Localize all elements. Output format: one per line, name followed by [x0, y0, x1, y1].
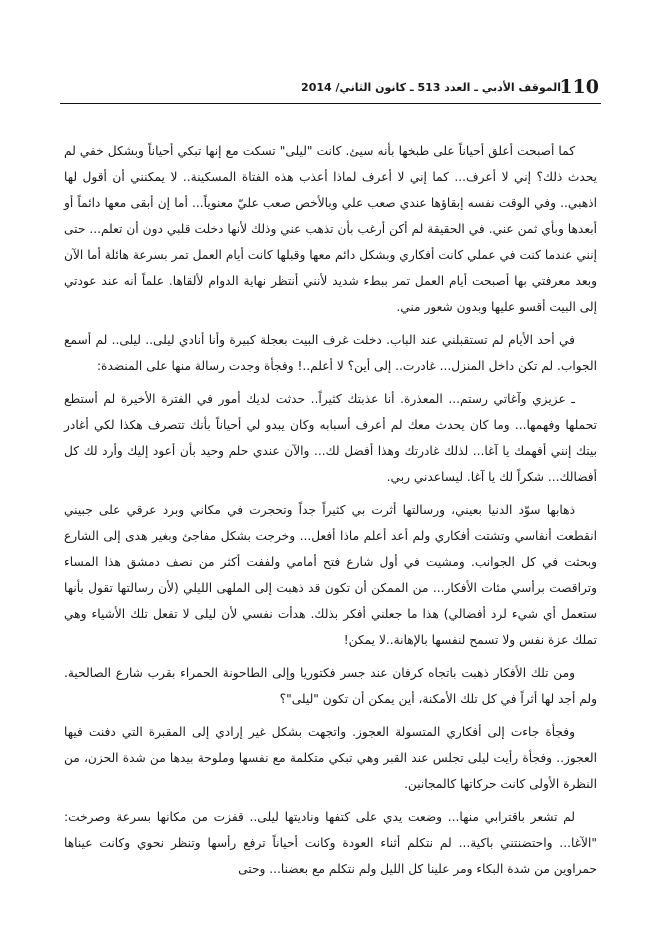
- paragraph: ومن تلك الأفكار ذهبت باتجاه كرفان عند جسر فكتوريا وإلى الطاحونة الحمراء بقرب شارع الصالحية. ولم أجد لها أثراً في كل تلك الأمكنة، أين يمكن أن تكون "ليلى"؟: [64, 666, 597, 706]
- article-body: [64, 138, 597, 889]
- paragraph: ذهابها سوّد الدنيا بعيني، ورسالتها أثرت بي كثيراً جداً وتحجرت في مكاني وبرد عرقي على جبيني انقطعت أنفاسي وتشتت أفكاري ولم أعد أعلم ماذا أفعل... وخرجت بشكل مفاجئ وبغير هدى إلى الشارع وبحثت في كل الجوانب. ومشيت في أول شارع فتح أمامي ولففت أكثر من نصف دمشق هذا المساء وتراقصت برأسي مئات الأفكار... من الممكن أن تكون قد ذهبت إلى الملهى الليلي (لأن رسالتها تقول بأنها ستعمل أي شيء لرد أفضالي) هذا ما جعلني أفكر بذلك. هدأت نفسي لأن ليلى لا تفعل تلك الأشياء وهي تملك عزة نفس ولا تسمح لنفسها بالإهانة..لا يمكن!: [64, 503, 597, 647]
- page-header: [60, 76, 601, 102]
- paragraph: ـ عزيزي وآغاتي رستم... المعذرة. أنا عذبتك كثيراً.. حدثت لديك أمور في الفترة الأخيرة لم أستطع تحملها وفهمها... وما كان يحدث معك لم أعرف أسبابه وكان يبدو لي أحياناً بأنك تتصرف هكذا لكي أغادر بيتك إنني أفهمك يا آغا... لذلك غادرتك وهذا أفضل لك... والآن عندي حلم وحيد بأن أعود إليك وأرد لك كل أفضالك... شكراً لك يا آغا. ليساعدني ربي.: [64, 392, 597, 484]
- running-head: الموقف الأدبي ـ العدد 513 ـ كانون الثاني/ 2014: [301, 81, 561, 94]
- paragraph: في أحد الأيام لم تستقبلني عند الباب. دخلت غرف البيت بعجلة كبيرة وأنا أنادي ليلى.. ليلى.. لم أسمع الجواب. لم تكن داخل المنزل... غادرت.. إلى أين؟ لا أعلم..! وفجأة وجدت رسالة منها على المنضدة:: [64, 333, 597, 373]
- paragraph: كما أصبحت أعلق أحياناً على طبخها بأنه سيئ. كانت "ليلى" تسكت مع إنها تبكي أحياناً وبشكل خفي لم يحدث ذلك؟ إني لا أعرف... كما إني لا أعرف لماذا أعذب هذه الفتاة المسكينة.. لا يمكنني أن أقول لها اذهبي.. وفي الوقت نفسه إبقاؤها عندي صعب علي وبالأخص صعب عليّ معنوياً... أما إن أبقى معها دائماً أو أبعدها وبأي ثمن عني. في الحقيقة لم أكن أرغب بأن تذهب عني وذلك لأنها دخلت قلبي دون أن تعلم... حتى إنني عندما كنت في عملي كانت أفكاري وبشكل دائم معها وقبلها كانت أيام العمل تمر بسرعة هائلة أما الآن وبعد معرفتي بها أصبحت أيام العمل تمر ببطء شديد لأنني أنتظر نهاية الدوام لألقاها. علماً أنه عند عودتي إلى البيت أقسو عليها وبدون شعور مني.: [64, 144, 597, 314]
- paragraph: وفجأة جاءت إلى أفكاري المتسولة العجوز. واتجهت بشكل غير إرادي إلى المقبرة التي دفنت فيها العجوز.. وفجأة رأيت ليلى تجلس عند القبر وهي تبكي متكلمة مع نفسها وملوحة بيدها من شدة الحزن، من النظرة الأولى كانت حركاتها كالمجانين.: [64, 725, 597, 791]
- paragraph: لم تشعر باقترابي منها... وضعت يدي على كتفها وناديتها ليلى.. قفزت من مكانها بسرعة وصرخت: "الآغا... واحتضنتني باكية... لم نتكلم أثناء العودة وكانت أحياناً ترفع رأسها وتنظر نحوي وكانت عيناها حمراوين من شدة البكاء ومر علينا كل الليل ولم نتكلم مع بعضنا... وحتى: [64, 810, 597, 876]
- header-rule: [60, 103, 601, 104]
- page-number: 110: [559, 76, 599, 98]
